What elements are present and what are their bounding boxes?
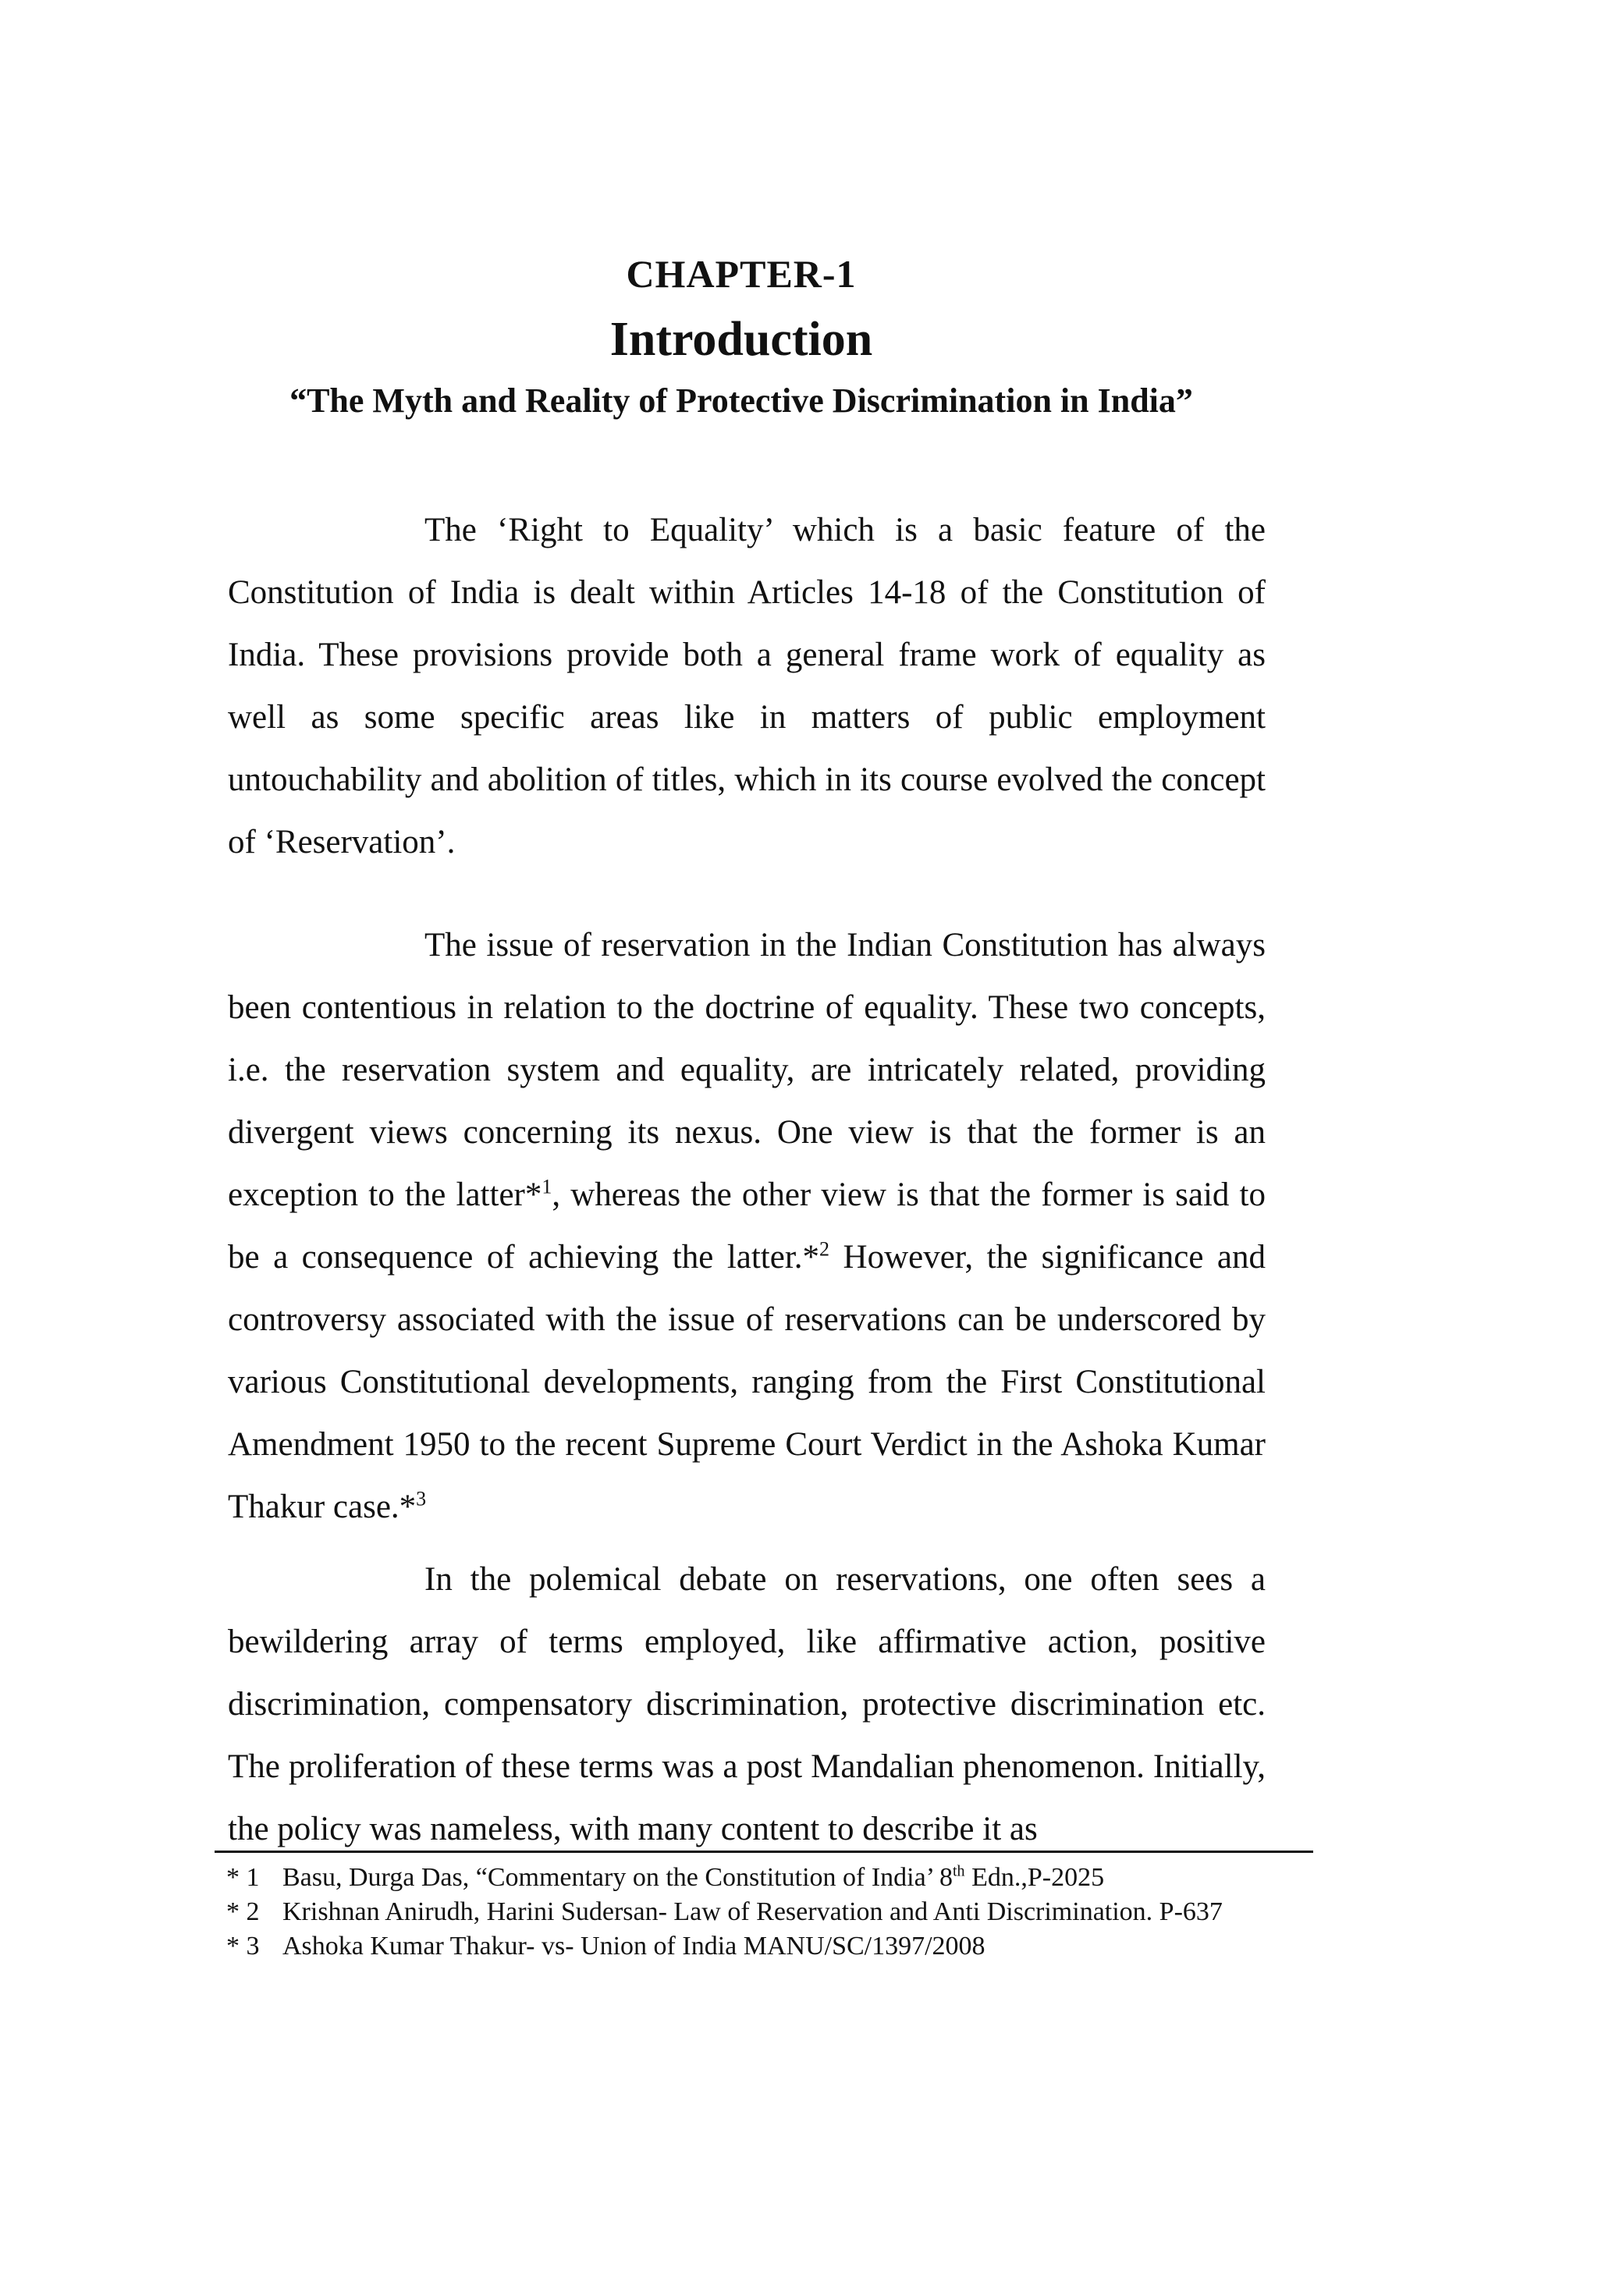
- footnote-text: Ashoka Kumar Thakur- vs- Union of India MANU/SC/1397/2008: [282, 1932, 985, 1961]
- footnote-ref-2: 2: [819, 1237, 830, 1261]
- chapter-label: CHAPTER-1: [626, 252, 857, 296]
- paragraph-2-text-b: , whereas the other view is that the former is said to be a consequence of achieving the latter.*: [228, 1176, 1266, 1276]
- footnote-superscript: th: [953, 1862, 965, 1880]
- paragraph-3: [228, 1549, 1266, 1861]
- chapter-title: Introduction: [609, 313, 873, 366]
- footnote-item: [226, 1929, 1319, 1964]
- footnote-item: [226, 1895, 1319, 1929]
- footnote-divider: [215, 1851, 1313, 1853]
- paragraph-1: [228, 499, 1266, 874]
- footnote-item: [226, 1861, 1319, 1895]
- footnote-text-a: Basu, Durga Das, “Commentary on the Constitution of India’ 8: [282, 1863, 953, 1892]
- footnote-text-b: Edn.,P-2025: [964, 1863, 1105, 1892]
- paragraph-2-text-a: The issue of reservation in the Indian Constitution has always been contentious in relation to the doctrine of equality. These two concepts, i.e. the reservation system and equality, are intricately related, providing divergent views concerning its nexus. One view is that the former is an exception to the latter*: [228, 927, 1266, 1213]
- footnote-mark: * 2: [226, 1897, 260, 1926]
- paragraph-2-text-c: However, the significance and controversy associated with the issue of reservations can be underscored by various Constitutional developments, ranging from the First Constitutional Amendment 1950 to the recent Supreme Court Verdict in the Ashoka Kumar Thakur case.*: [228, 1239, 1266, 1525]
- footnote-mark: * 1: [226, 1863, 260, 1892]
- paragraph-2: [228, 914, 1266, 1538]
- footnote-mark: * 3: [226, 1932, 260, 1961]
- footnote-ref-3: 3: [416, 1487, 427, 1510]
- paragraph-1-text: The ‘Right to Equality’ which is a basic feature of the Constitution of India is dealt within Articles 14-18 of the Constitution of India. These provisions provide both a general frame work of equality as well as some specific areas like in matters of public employment untouchability and abolition of titles, which in its course evolved the concept of ‘Reservation’.: [228, 512, 1266, 861]
- footnote-ref-1: 1: [542, 1175, 552, 1198]
- footnote-text: [282, 1861, 1319, 1895]
- footnotes: [226, 1861, 1319, 1964]
- chapter-subtitle: “The Myth and Reality of Protective Discrimination in India”: [289, 381, 1193, 420]
- footnote-text: Krishnan Anirudh, Harini Sudersan- Law of Reservation and Anti Discrimination. P-637: [282, 1897, 1223, 1926]
- paragraph-3-text: In the polemical debate on reservations, one often sees a bewildering array of terms employed, like affirmative action, positive discrimination, compensatory discrimination, protective discrimination etc. The proliferation of these terms was a post Mandalian phenomenon. Initially, the policy was nameless, with many content to describe it as: [228, 1561, 1266, 1847]
